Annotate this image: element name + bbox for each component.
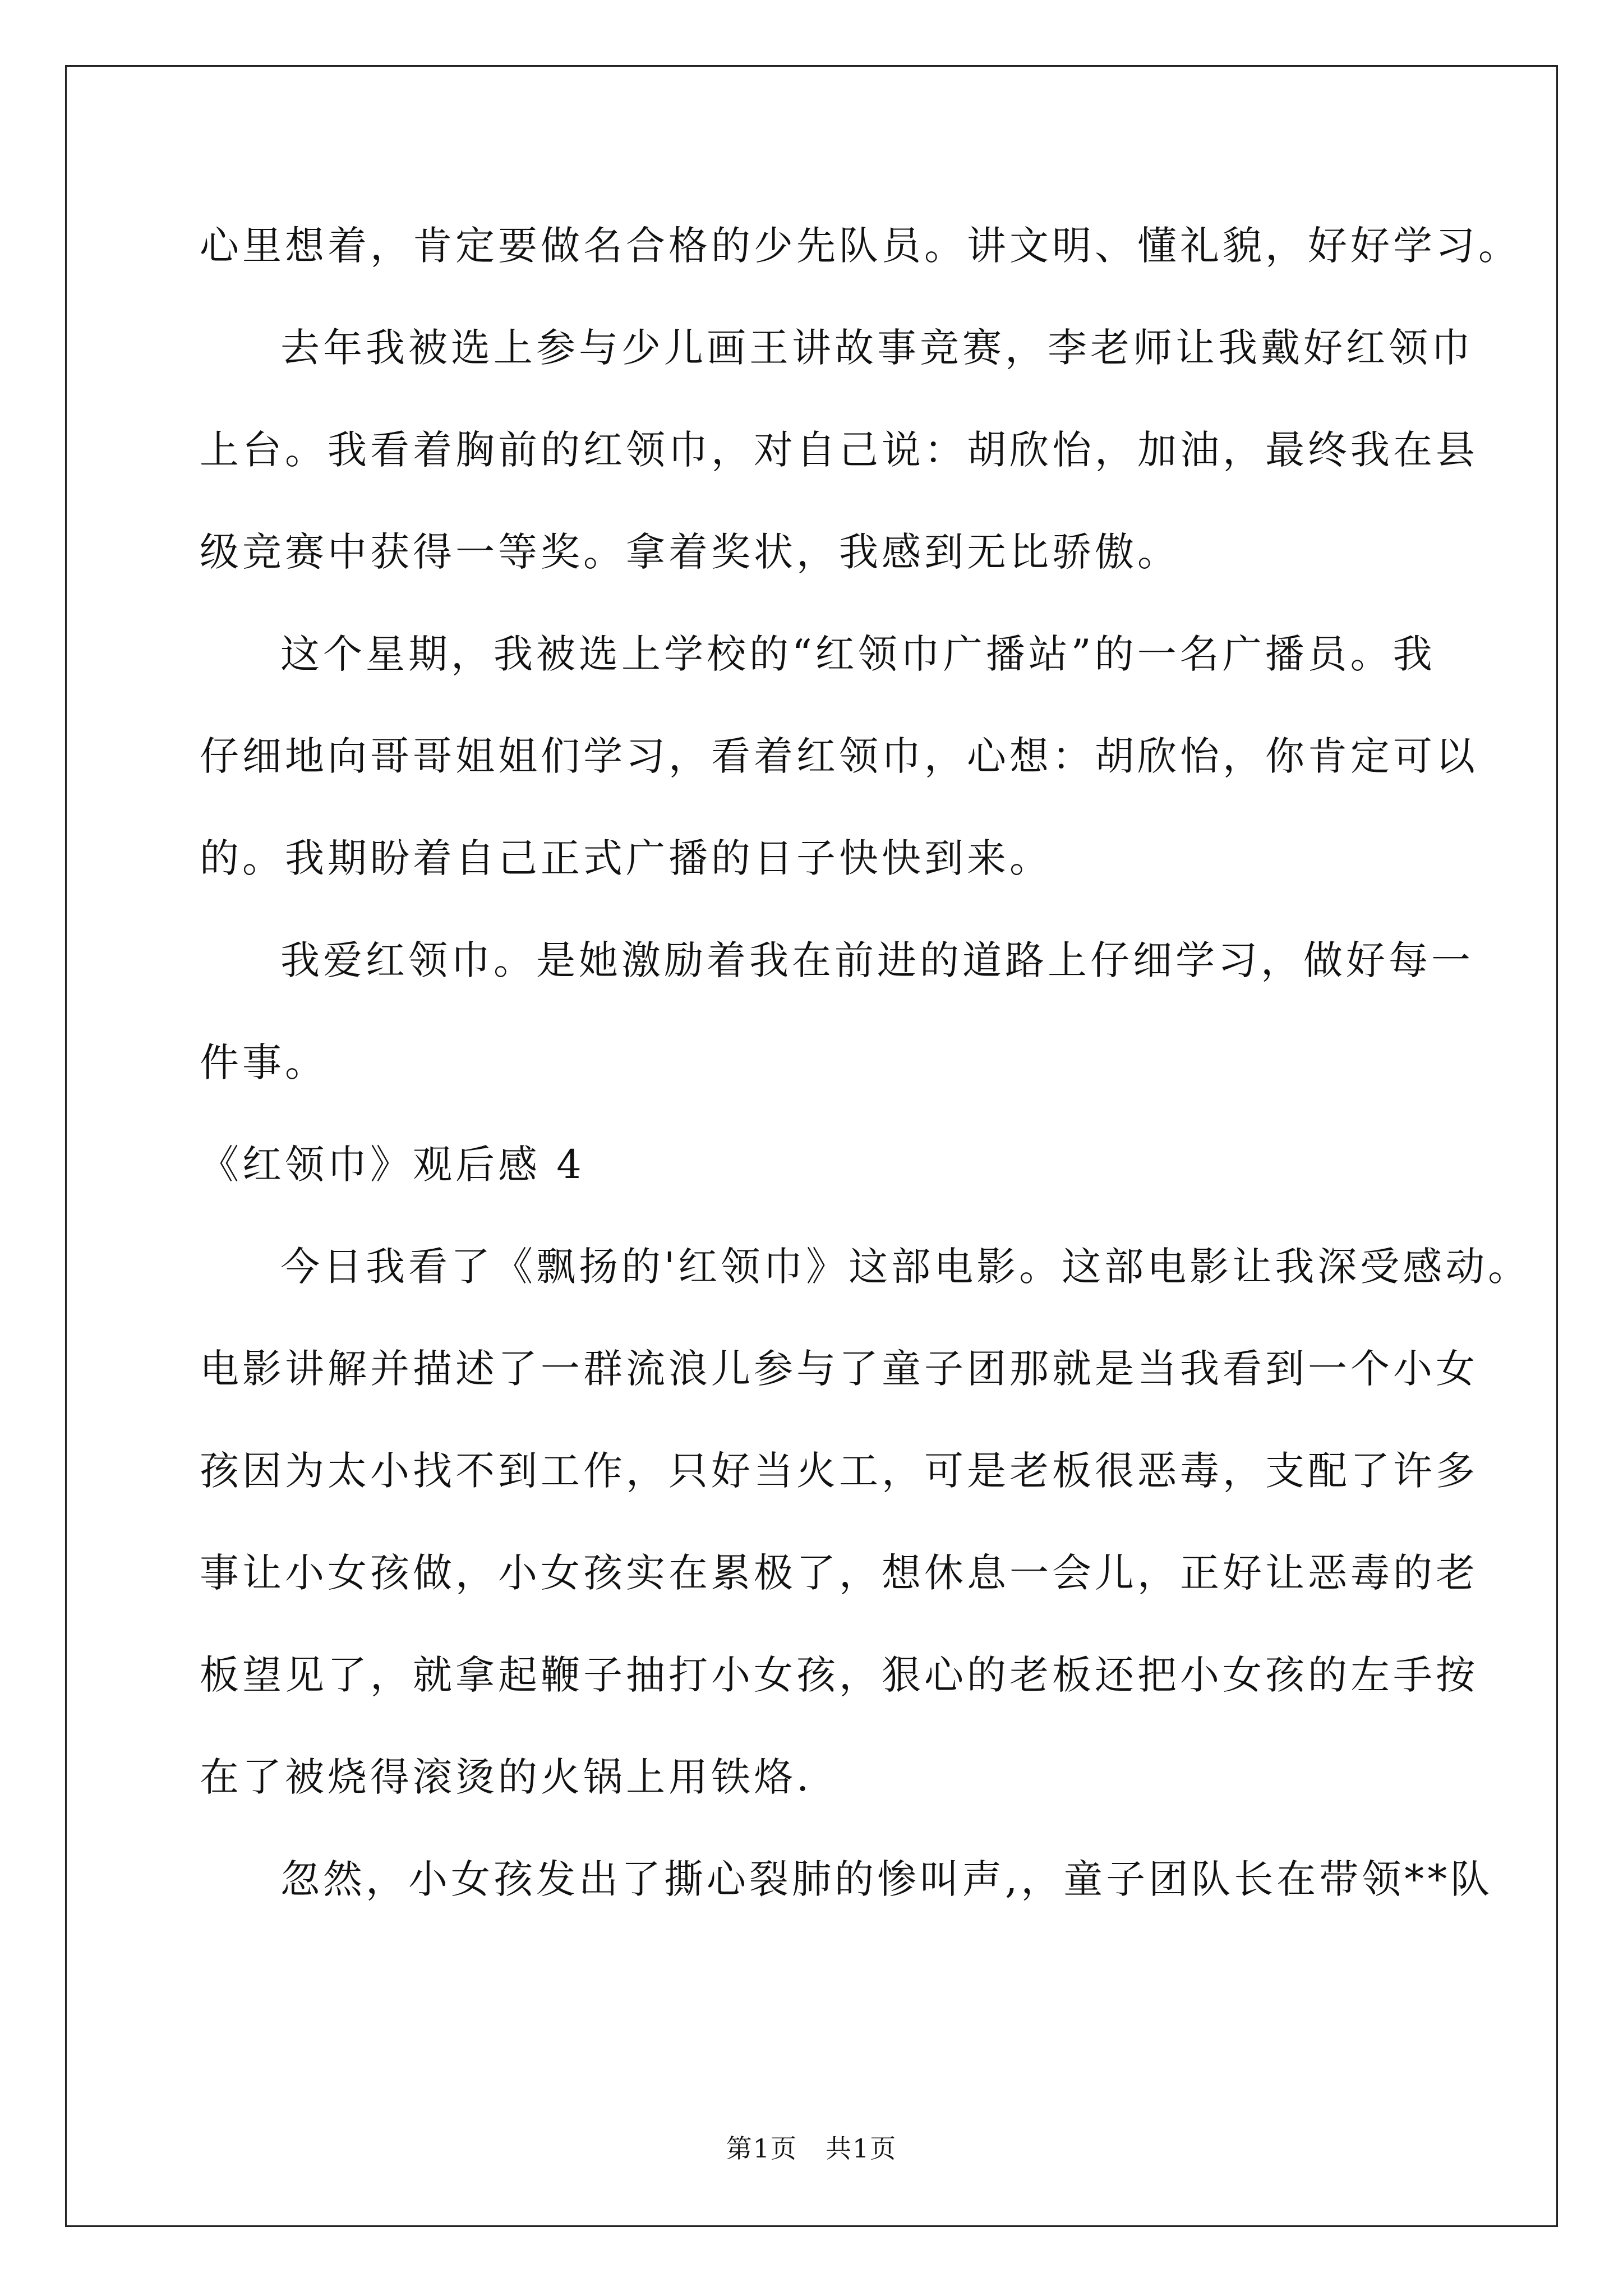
body-line-9: 件事。 bbox=[200, 1039, 328, 1085]
body-line-12: 电影讲解并描述了一群流浪儿参与了童子团那就是当我看到一个小女 bbox=[200, 1346, 1478, 1392]
body-line-14: 事让小女孩做，小女孩实在累极了，想休息一会儿，正好让恶毒的老 bbox=[200, 1550, 1478, 1596]
page-number-current: 第1页 bbox=[726, 2133, 797, 2164]
page-number-total: 共1页 bbox=[826, 2133, 897, 2164]
body-line-15: 板望见了，就拿起鞭子抽打小女孩，狠心的老板还把小女孩的左手按 bbox=[200, 1652, 1478, 1698]
body-line-8: 我爱红领巾。是她激励着我在前进的道路上仔细学习，做好每一 bbox=[280, 937, 1474, 983]
body-line-11: 今日我看了《飘扬的'红领巾》这部电影。这部电影让我深受感动。 bbox=[280, 1244, 1531, 1290]
section-heading: 《红领巾》观后感 4 bbox=[200, 1142, 585, 1188]
body-line-7: 的。我期盼着自己正式广播的日子快快到来。 bbox=[200, 835, 1052, 881]
body-line-5: 这个星期，我被选上学校的“红领巾广播站”的一名广播员。我 bbox=[280, 631, 1436, 677]
body-line-4: 级竞赛中获得一等奖。拿着奖状，我感到无比骄傲。 bbox=[200, 529, 1180, 575]
body-line-17: 忽然，小女孩发出了撕心裂肺的惨叫声,，童子团队长在带领**队 bbox=[280, 1856, 1493, 1902]
page-footer bbox=[0, 2132, 1623, 2165]
body-line-6: 仔细地向哥哥姐姐们学习，看着红领巾，心想：胡欣怡，你肯定可以 bbox=[200, 733, 1478, 779]
body-line-13: 孩因为太小找不到工作，只好当火工，可是老板很恶毒，支配了许多 bbox=[200, 1448, 1478, 1494]
body-line-3: 上台。我看着胸前的红领巾，对自己说：胡欣怡，加油，最终我在县 bbox=[200, 427, 1478, 473]
body-line-2: 去年我被选上参与少儿画王讲故事竞赛，李老师让我戴好红领巾 bbox=[280, 325, 1474, 371]
body-line-1: 心里想着，肯定要做名合格的少先队员。讲文明、懂礼貌，好好学习。 bbox=[200, 223, 1521, 269]
body-line-16: 在了被烧得滚烫的火锅上用铁烙. bbox=[200, 1754, 813, 1800]
